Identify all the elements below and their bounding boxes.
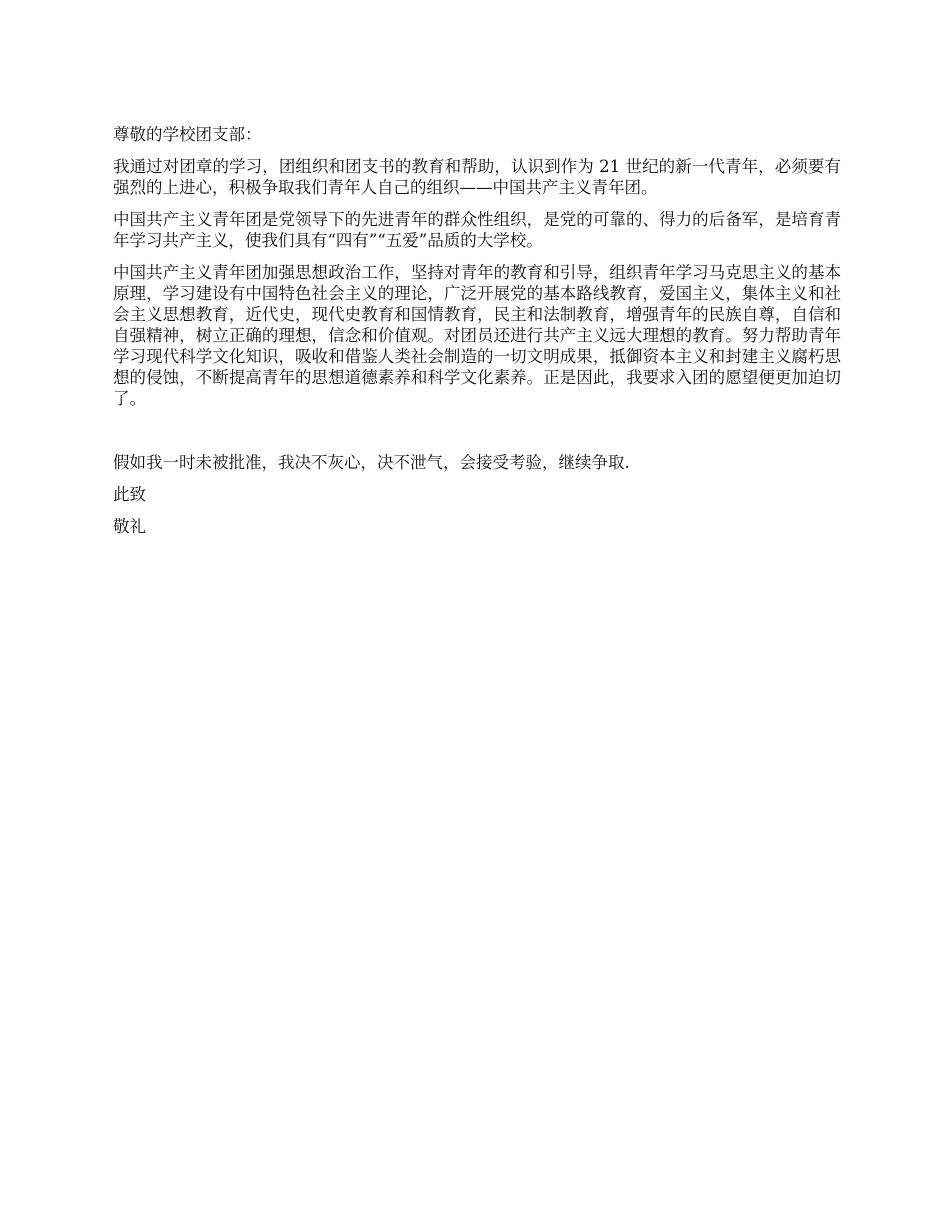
letter-closing-jingli: 敬礼 — [113, 517, 146, 536]
letter-body — [113, 124, 841, 548]
letter-paragraph-3: 中国共产主义青年团加强思想政治工作，坚持对青年的教育和引导，组织青年学习马克思主义的基本原理，学习建设有中国特色社会主义的理论，广泛开展党的基本路线教育，爱国主义，集体主义和社会主义思想教育，近代史，现代史教育和国情教育，民主和法制教育，增强青年的民族自尊，自信和自强精神，树立正确的理想，信念和价值观。对团员还进行共产主义远大理想的教育。努力帮助青年学习现代科学文化知识，吸收和借鉴人类社会制造的一切文明成果，抵御资本主义和封建主义腐朽思想的侵蚀，不断提高青年的思想道德素养和科学文化素养。正是因此，我要求入团的愿望便更加迫切了。 — [113, 263, 841, 408]
letter-closing-statement: 假如我一时未被批准，我决不灰心，决不泄气，会接受考验，继续争取. — [113, 453, 630, 472]
letter-paragraph-1: 我通过对团章的学习，团组织和团支书的教育和帮助，认识到作为 21 世纪的新一代青年，必须要有强烈的上进心，积极争取我们青年人自己的组织——中国共产主义青年团。 — [113, 157, 841, 197]
letter-salutation: 尊敬的学校团支部： — [113, 125, 262, 144]
letter-closing-cizhi: 此致 — [113, 485, 146, 504]
letter-paragraph-2: 中国共产主义青年团是党领导下的先进青年的群众性组织，是党的可靠的、得力的后备军，是培育青年学习共产主义，使我们具有“四有”“五爱”品质的大学校。 — [113, 210, 841, 250]
